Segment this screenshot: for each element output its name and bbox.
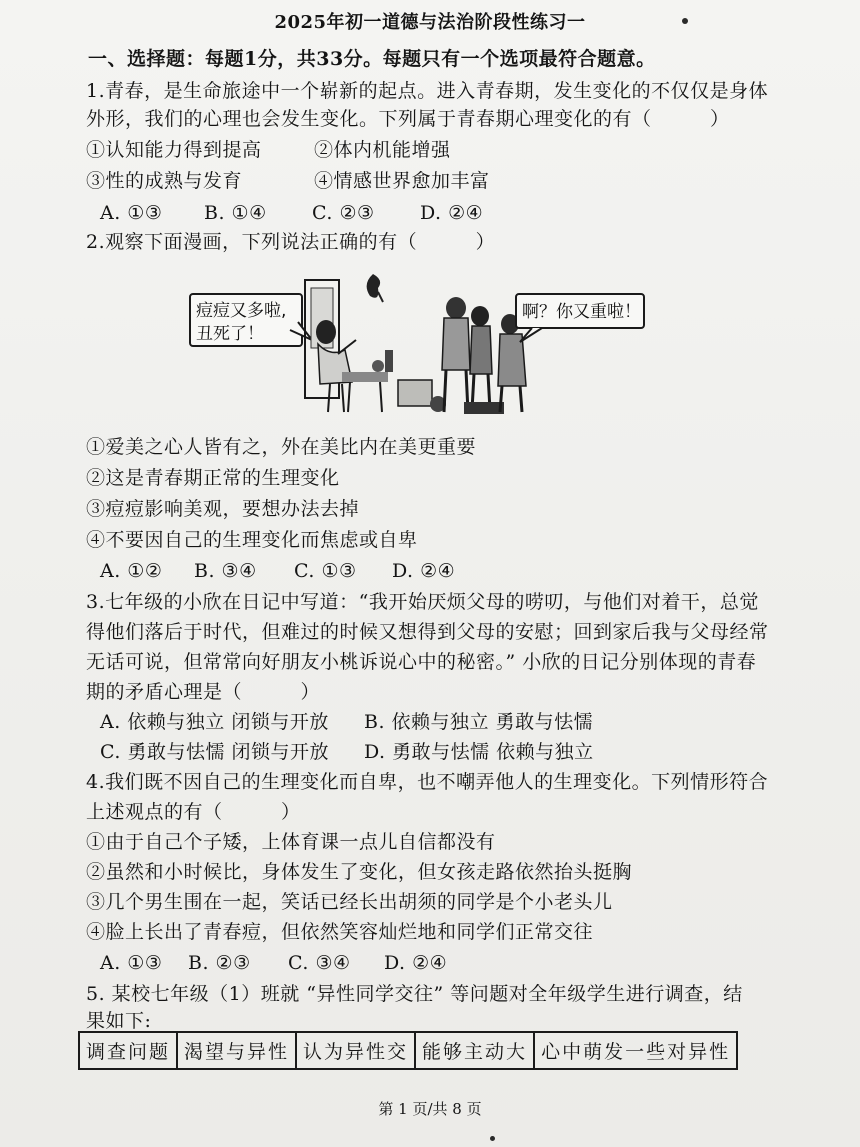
girl-head — [316, 320, 336, 344]
q1-item-4: ④情感世界愈加丰富 — [314, 170, 490, 192]
survey-header-cell: 认为异性交 — [296, 1032, 415, 1069]
q1-option-d: D. ②④ — [420, 202, 484, 224]
scan-speck — [682, 18, 688, 24]
scan-speck — [490, 1136, 495, 1141]
page-footer: 第 1 页/共 8 页 — [378, 1100, 482, 1118]
q4-item-1: ①由于自己个子矮，上体育课一点儿自信都没有 — [86, 831, 496, 853]
q3-option-c: C. 勇敢与怯懦 闭锁与开放 — [100, 741, 329, 763]
q1-option-a: A. ①③ — [100, 202, 163, 224]
q2-item-4: ④不要因自己的生理变化而焦虑或自卑 — [86, 529, 418, 551]
q4-item-2: ②虽然和小时候比，身体发生了变化，但女孩走路依然抬头挺胸 — [86, 861, 633, 883]
q4-stem-line2: 上述观点的有（ ） — [86, 801, 301, 823]
q2-stem: 2.观察下面漫画，下列说法正确的有（ ） — [86, 231, 496, 253]
survey-table — [78, 1031, 738, 1070]
q4-item-4: ④脸上长出了青春痘，但依然笑容灿烂地和同学们正常交往 — [86, 921, 594, 943]
q3-stem-line1: 3.七年级的小欣在日记中写道：“我开始厌烦父母的唠叨，与他们对着干，总觉 — [86, 591, 759, 613]
q4-option-a: A. ①③ — [100, 952, 163, 974]
q4-option-d: D. ②④ — [384, 952, 448, 974]
q1-option-c: C. ②③ — [312, 202, 375, 224]
survey-header-cell: 心中萌发一些对异性 — [534, 1032, 737, 1069]
comic-bubble-left-line2: 丑死了！ — [196, 324, 264, 344]
survey-table-header-row — [79, 1032, 737, 1069]
page-title: 2025年初一道德与法治阶段性练习一 — [274, 12, 586, 33]
q4-stem-line1: 4.我们既不因自己的生理变化而自卑，也不嘲弄他人的生理变化。下列情形符合 — [86, 771, 769, 793]
q1-stem-line1: 1.青春，是生命旅途中一个崭新的起点。进入青春期，发生变化的不仅仅是身体 — [86, 80, 769, 102]
q4-option-c: C. ③④ — [288, 952, 351, 974]
q2-option-c: C. ①③ — [294, 560, 357, 582]
q1-item-2: ②体内机能增强 — [314, 139, 451, 161]
q2-option-b: B. ③④ — [194, 560, 257, 582]
q5-stem-line1: 5. 某校七年级（1）班就 “异性同学交往” 等问题对全年级学生进行调查，结 — [86, 983, 743, 1005]
q1-item-1: ①认知能力得到提高 — [86, 139, 262, 161]
q1-option-b: B. ①④ — [204, 202, 267, 224]
q1-item-3: ③性的成熟与发育 — [86, 170, 243, 192]
section-heading: 一、选择题：每题1分，共33分。每题只有一个选项最符合题意。 — [88, 48, 656, 70]
q3-stem-line2: 得他们落后于时代，但难过的时候又想得到父母的安慰；回到家后我与父母经常 — [86, 621, 769, 643]
q2-item-3: ③痘痘影响美观，要想办法去掉 — [86, 498, 360, 520]
q2-option-a: A. ①② — [100, 560, 163, 582]
q3-option-b: B. 依赖与独立 勇敢与怯懦 — [364, 711, 594, 733]
q2-item-2: ②这是青春期正常的生理变化 — [86, 467, 340, 489]
q4-option-b: B. ②③ — [188, 952, 251, 974]
q3-option-d: D. 勇敢与怯懦 依赖与独立 — [364, 741, 594, 763]
q2-option-d: D. ②④ — [392, 560, 456, 582]
comic-illustration — [180, 262, 650, 422]
survey-header-cell: 调查问题 — [79, 1032, 177, 1069]
q3-option-a: A. 依赖与独立 闭锁与开放 — [100, 711, 329, 733]
survey-header-cell: 能够主动大 — [415, 1032, 534, 1069]
weighing-scale — [464, 402, 504, 414]
q1-stem-line2: 外形，我们的心理也会发生变化。下列属于青春期心理变化的有（ ） — [86, 108, 730, 130]
q3-stem-line4: 期的矛盾心理是（ ） — [86, 681, 321, 703]
survey-header-cell: 渴望与异性 — [177, 1032, 296, 1069]
q5-stem-line2: 果如下: — [86, 1010, 152, 1032]
q3-stem-line3: 无话可说，但常常向好朋友小桃诉说心中的秘密。” 小欣的日记分别体现的青春 — [86, 651, 757, 673]
comic-bubble-left-line1: 痘痘又多啦, — [196, 301, 287, 321]
q4-item-3: ③几个男生围在一起，笑话已经长出胡须的同学是个小老头儿 — [86, 891, 613, 913]
q2-item-1: ①爱美之心人皆有之，外在美比内在美更重要 — [86, 436, 477, 458]
comic-bubble-right: 啊？你又重啦！ — [522, 302, 641, 322]
